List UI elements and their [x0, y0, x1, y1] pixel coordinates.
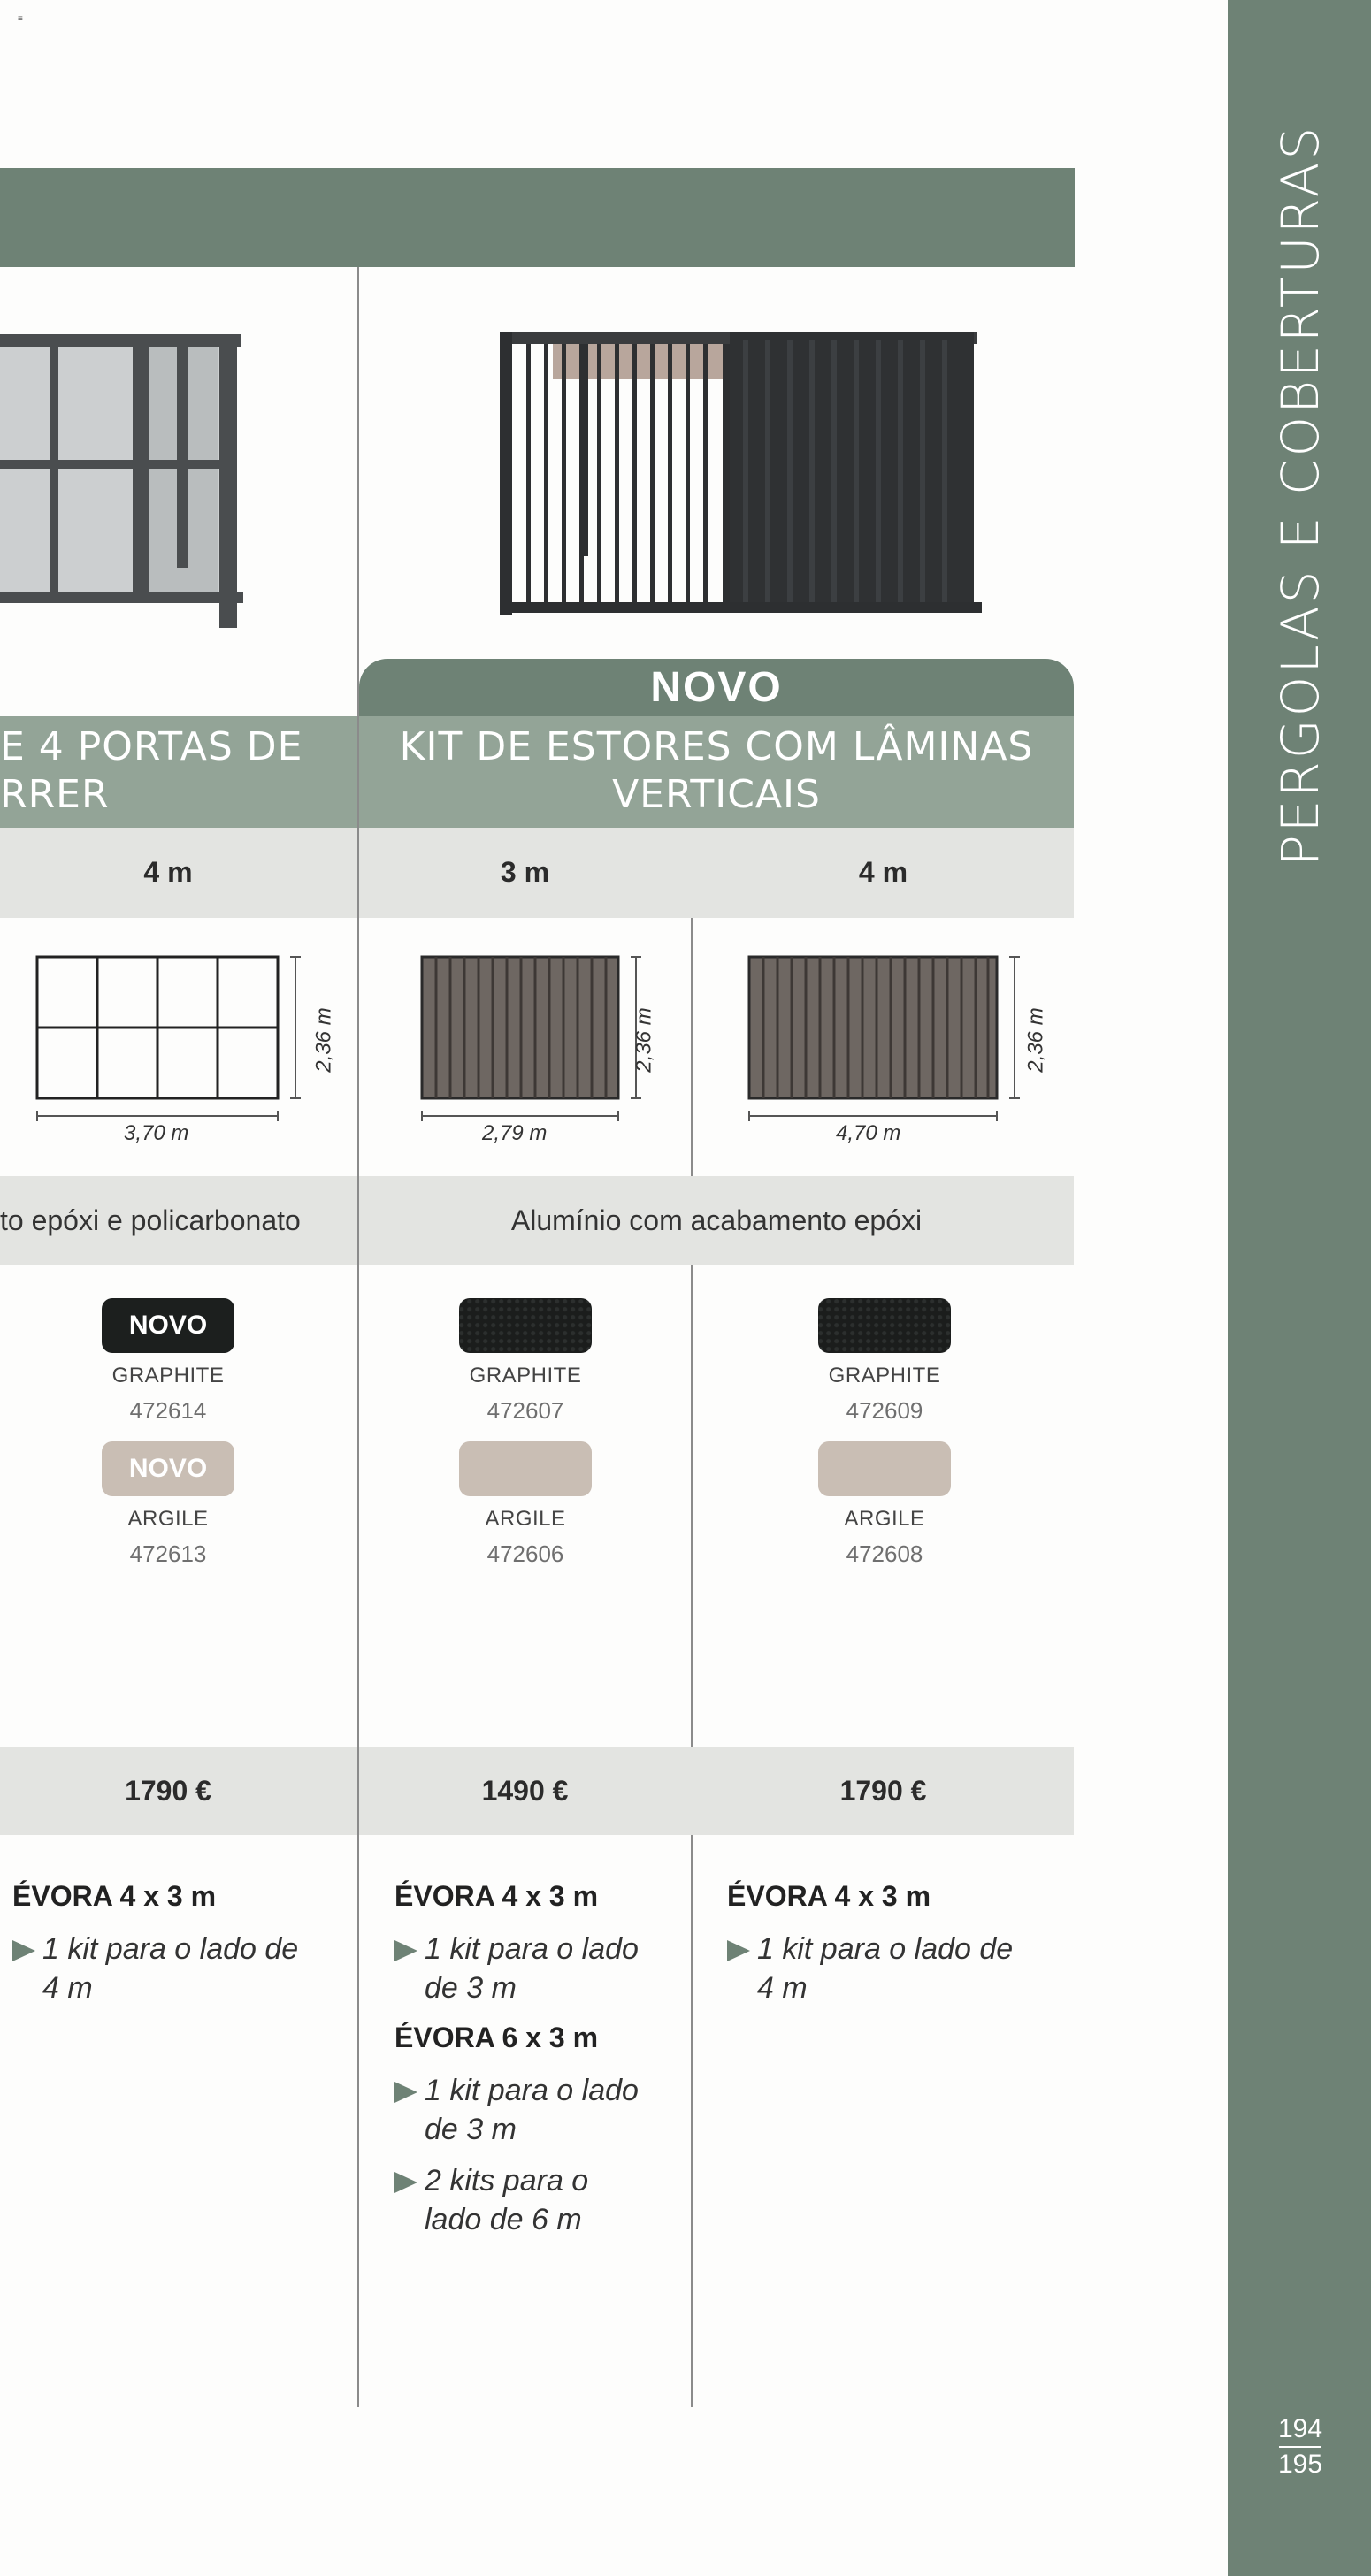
page-number-right: 195	[1277, 2450, 1323, 2479]
compat-heading: ÉVORA 4 x 3 m	[394, 1880, 599, 1912]
compat-item: 1 kit para o lado	[394, 2071, 639, 2110]
triangle-bullet-icon	[12, 1940, 35, 1961]
compat-item-cont: 4 m	[757, 1971, 808, 2005]
sliding-doors-image	[0, 327, 257, 628]
swatch-code: 472609	[846, 1397, 923, 1424]
novo-tab: NOVO	[359, 659, 1074, 717]
swatch-name: GRAPHITE	[111, 1364, 225, 1387]
swatch-code: 472608	[846, 1540, 923, 1567]
size-col2: 3 m	[500, 856, 550, 888]
right-title-line1: KIT DE ESTORES COM LÂMINAS	[399, 724, 1034, 769]
swatch-name: ARGILE	[485, 1507, 566, 1531]
size-col1: 4 m	[143, 856, 193, 888]
dim-width-col2: 2,79 m	[482, 1121, 548, 1145]
compat-item-cont: de 3 m	[425, 2113, 517, 2146]
page-numbers	[1274, 2414, 1327, 2480]
dim-width-col1: 3,70 m	[124, 1121, 189, 1145]
compat-item: 2 kits para o	[394, 2161, 588, 2200]
price-col1: 1790 €	[125, 1775, 211, 1807]
swatch-argile-col1: NOVO	[102, 1441, 234, 1496]
left-title	[0, 723, 357, 819]
dim-height-col1: 2,36 m	[311, 1007, 336, 1073]
compat-heading: ÉVORA 4 x 3 m	[12, 1880, 217, 1912]
page-number-divider	[1279, 2446, 1321, 2448]
swatch-code: 472614	[129, 1397, 207, 1424]
compat-item: 1 kit para o lado	[394, 1930, 639, 1968]
swatch-graphite-col3	[818, 1298, 951, 1353]
price-col3: 1790 €	[839, 1775, 927, 1807]
swatch-code: 472606	[486, 1540, 564, 1567]
dim-height-col3: 2,36 m	[1023, 1007, 1048, 1073]
compat-item-cont: 4 m	[42, 1971, 93, 2005]
compat-heading: ÉVORA 4 x 3 m	[727, 1880, 931, 1912]
swatch-code: 472607	[486, 1397, 564, 1424]
compat-item: 1 kit para o lado de	[727, 1930, 1013, 1968]
size-col3: 4 m	[858, 856, 908, 888]
right-title-line2: VERTICAIS	[612, 772, 821, 817]
triangle-bullet-icon	[394, 2172, 417, 2193]
left-title-line2: RRER	[0, 772, 110, 817]
column-divider	[357, 267, 359, 2407]
swatch-graphite-col2	[459, 1298, 592, 1353]
dim-width-col3: 4,70 m	[836, 1121, 901, 1145]
swatch-name: GRAPHITE	[469, 1364, 582, 1387]
compat-item: 1 kit para o lado de	[12, 1930, 298, 1968]
triangle-bullet-icon	[727, 1940, 750, 1961]
column-divider	[691, 828, 693, 2407]
compat-item-cont: de 3 m	[425, 1971, 517, 2005]
compat-item-cont: lado de 6 m	[425, 2203, 582, 2236]
sidebar-title: PERGOLAS E COBERTURAS	[1270, 124, 1331, 867]
page-number-left: 194	[1277, 2414, 1323, 2443]
triangle-bullet-icon	[394, 2082, 417, 2103]
swatch-name: ARGILE	[844, 1507, 925, 1531]
swatch-argile-col3	[818, 1441, 951, 1496]
material-left: to epóxi e policarbonato	[0, 1204, 301, 1236]
swatch-name: ARGILE	[127, 1507, 209, 1531]
header-band	[0, 168, 1075, 267]
dim-height-col2: 2,36 m	[632, 1007, 656, 1073]
right-title	[359, 723, 1074, 819]
material-right: Alumínio com acabamento epóxi	[510, 1204, 923, 1236]
swatch-code: 472613	[129, 1540, 207, 1567]
price-col2: 1490 €	[481, 1775, 569, 1807]
swatch-argile-col2	[459, 1441, 592, 1496]
swatch-graphite-col1: NOVO	[102, 1298, 234, 1353]
swatch-name: GRAPHITE	[828, 1364, 941, 1387]
triangle-bullet-icon	[394, 1940, 417, 1961]
left-title-line1: E 4 PORTAS DE	[0, 724, 303, 769]
corner-mark: ≡	[18, 14, 23, 24]
compat-heading: ÉVORA 6 x 3 m	[394, 2022, 599, 2053]
vertical-blades-image	[491, 314, 986, 623]
